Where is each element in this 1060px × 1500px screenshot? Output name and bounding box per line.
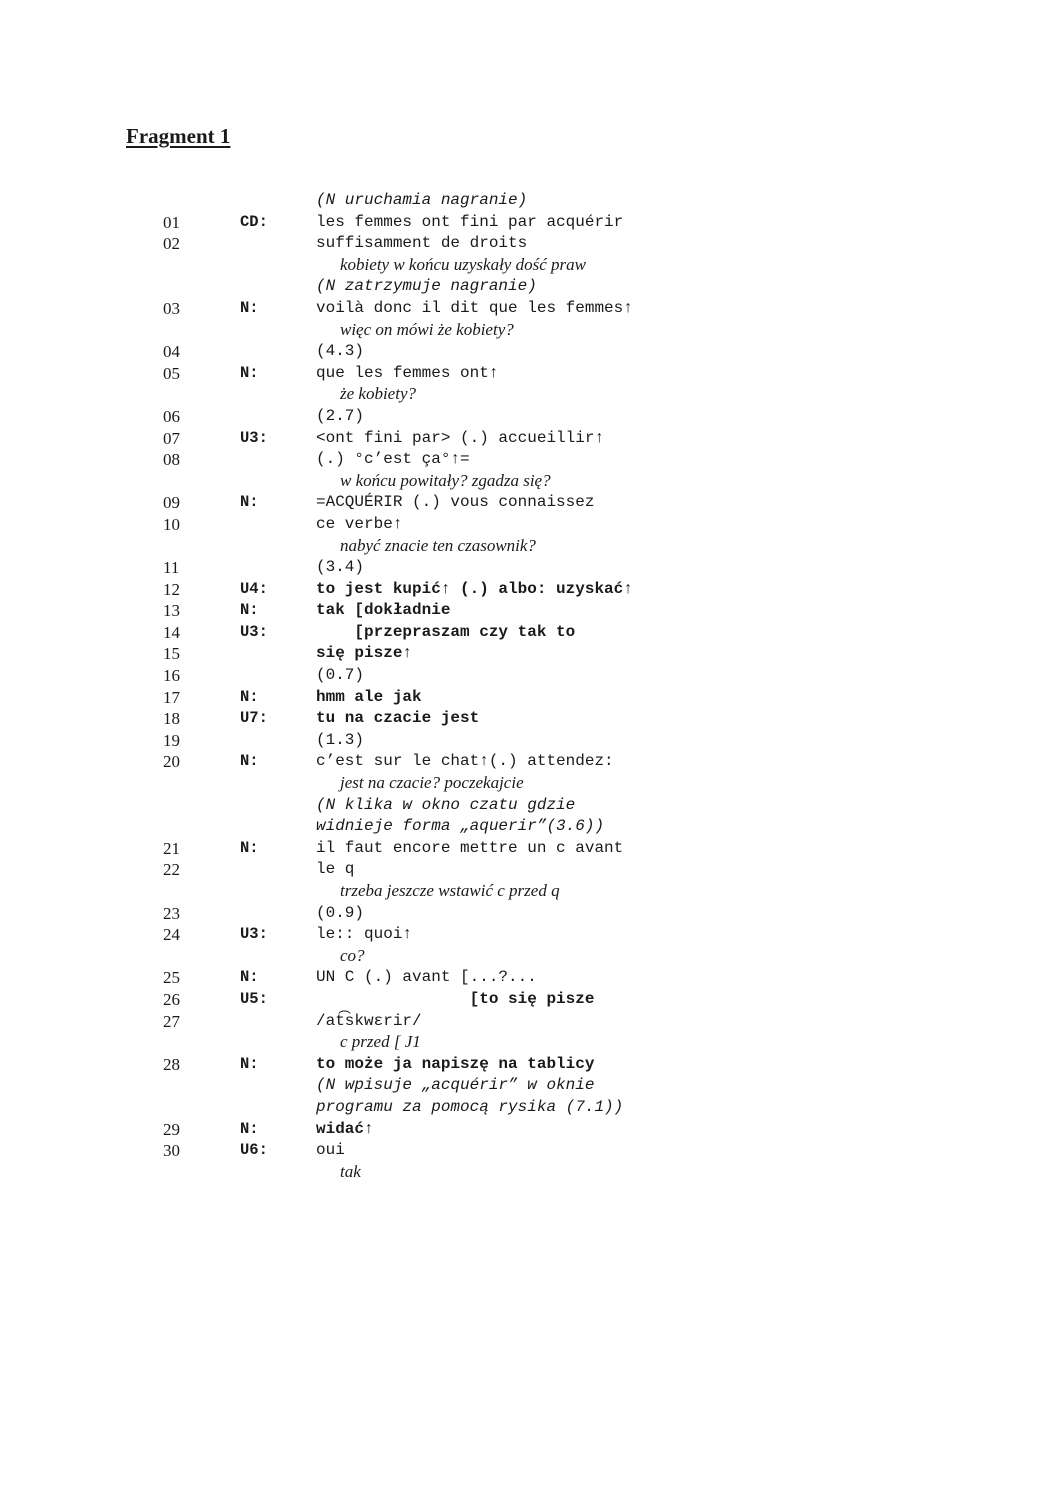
utterance-text: (0.7): [316, 666, 365, 685]
transcript-line: [0, 859, 1060, 881]
line-number: 23: [163, 903, 180, 923]
utterance-text: UN C (.) avant [...?...: [316, 968, 537, 987]
transcript-line: [0, 600, 1060, 622]
transcript-line: [0, 1097, 1060, 1119]
utterance-text-bold: [przepraszam czy tak to: [316, 622, 576, 641]
transcript-line: [0, 708, 1060, 730]
utterance-text: (.) °c’est ça°↑=: [316, 450, 470, 469]
transcript-line: [0, 816, 1060, 838]
transcript-line: [0, 428, 1060, 450]
utterance-text: =ACQUÉRIR (.) vous connaissez: [316, 493, 595, 512]
transcript-line: [0, 903, 1060, 925]
transcript-line: [0, 1032, 1060, 1054]
utterance-text: les femmes ont fini par acquérir: [316, 212, 624, 231]
line-number: 07: [163, 428, 180, 448]
line-number: 03: [163, 298, 180, 318]
action-annotation: programu za pomocą rysika (7.1)): [316, 1097, 624, 1116]
speaker-label: U3:: [240, 428, 268, 447]
utterance-text-bold: hmm ale jak: [316, 687, 422, 706]
line-number: 16: [163, 666, 180, 686]
utterance-text: il faut encore mettre un c avant: [316, 838, 624, 857]
line-number: 17: [163, 687, 180, 707]
transcript-line: [0, 1140, 1060, 1162]
transcript-line: [0, 514, 1060, 536]
line-number: 21: [163, 838, 180, 858]
utterance-text: (1.3): [316, 730, 365, 749]
utterance-text-bold: się pisze↑: [316, 644, 413, 663]
translation-text: jest na czacie? poczekajcie: [340, 773, 524, 793]
line-number: 06: [163, 406, 180, 426]
speaker-label: U5:: [240, 989, 268, 1008]
utterance-text: que les femmes ont↑: [316, 363, 499, 382]
line-number: 15: [163, 644, 180, 664]
action-annotation: (N klika w okno czatu gdzie: [316, 795, 576, 814]
line-number: 27: [163, 1011, 180, 1031]
utterance-text: voilà donc il dit que les femmes↑: [316, 298, 633, 317]
action-annotation: (N zatrzymuje nagranie): [316, 277, 537, 296]
transcript-line: [0, 1075, 1060, 1097]
utterance-text-bold: tu na czacie jest: [316, 709, 480, 728]
utterance-text: (0.9): [316, 903, 365, 922]
line-number: 11: [163, 558, 180, 578]
line-number: 14: [163, 622, 180, 642]
line-number: 18: [163, 709, 180, 729]
transcript-line: [0, 492, 1060, 514]
transcript-line: [0, 881, 1060, 903]
line-number: 30: [163, 1141, 180, 1161]
speaker-label: U6:: [240, 1141, 268, 1160]
transcript-line: [0, 341, 1060, 363]
line-number: 20: [163, 752, 180, 772]
line-number: 26: [163, 989, 180, 1009]
translation-text: trzeba jeszcze wstawić c przed q: [340, 881, 560, 900]
transcript-line: [0, 946, 1060, 968]
action-annotation: (N uruchamia nagranie): [316, 191, 528, 209]
transcript-line: [0, 1054, 1060, 1076]
speaker-label: U4:: [240, 579, 268, 598]
transcript-line: [0, 989, 1060, 1011]
translation-text: nabyć znacie ten czasownik?: [340, 535, 536, 555]
line-number: 09: [163, 493, 180, 513]
line-number: 05: [163, 363, 180, 383]
transcript: [0, 190, 1060, 1183]
utterance-text: ce verbe↑: [316, 514, 403, 533]
line-number: 08: [163, 450, 180, 470]
line-number: 22: [163, 860, 180, 880]
translation-text: kobiety w końcu uzyskały dość praw: [340, 254, 586, 274]
transcript-line: [0, 212, 1060, 234]
transcript-line: [0, 1119, 1060, 1141]
line-number: 28: [163, 1054, 180, 1074]
utterance-text: /at͡skwɛrir/: [316, 1011, 422, 1030]
speaker-label: CD:: [240, 212, 268, 231]
line-number: 12: [163, 579, 180, 599]
translation-text: tak: [340, 1161, 361, 1181]
transcript-line: [0, 255, 1060, 277]
speaker-label: N:: [240, 363, 259, 382]
transcript-line: [0, 471, 1060, 493]
utterance-text-bold: [to się pisze: [316, 989, 595, 1008]
transcript-line: [0, 730, 1060, 752]
transcript-line: [0, 838, 1060, 860]
speaker-label: N:: [240, 1119, 259, 1138]
speaker-label: N:: [240, 493, 259, 512]
transcript-line: [0, 579, 1060, 601]
transcript-line: [0, 665, 1060, 687]
transcript-line: [0, 924, 1060, 946]
transcript-line: [0, 384, 1060, 406]
utterance-text: (4.3): [316, 342, 365, 361]
transcript-line: [0, 1162, 1060, 1184]
transcript-line: [0, 320, 1060, 342]
transcript-line: [0, 276, 1060, 298]
transcript-line: [0, 190, 1060, 212]
transcript-line: [0, 298, 1060, 320]
speaker-label: N:: [240, 968, 259, 987]
line-number: 19: [163, 730, 180, 750]
utterance-text-bold: widać↑: [316, 1119, 374, 1138]
line-number: 25: [163, 968, 180, 988]
action-annotation: widnieje forma „aquerir”(3.6)): [316, 817, 605, 836]
utterance-text-bold: tak [dokładnie: [316, 601, 451, 620]
line-number: 24: [163, 925, 180, 945]
translation-text: że kobiety?: [340, 384, 416, 404]
translation-text: więc on mówi że kobiety?: [340, 319, 514, 339]
transcript-line: [0, 751, 1060, 773]
line-number: 01: [163, 212, 180, 232]
utterance-text: c’est sur le chat↑(.) attendez:: [316, 752, 614, 771]
speaker-label: N:: [240, 687, 259, 706]
speaker-label: U3:: [240, 925, 268, 944]
utterance-text: le:: quoi↑: [316, 925, 413, 944]
utterance-text-bold: to może ja napiszę na tablicy: [316, 1054, 595, 1073]
transcript-line: [0, 795, 1060, 817]
transcript-line: [0, 622, 1060, 644]
utterance-text: le q: [316, 860, 355, 879]
line-number: 04: [163, 342, 180, 362]
translation-text: co?: [340, 945, 365, 965]
transcript-line: [0, 406, 1060, 428]
line-number: 10: [163, 514, 180, 534]
transcript-line: [0, 557, 1060, 579]
speaker-label: U7:: [240, 709, 268, 728]
action-annotation: (N wpisuje „acquérir” w oknie: [316, 1076, 595, 1095]
fragment-heading: Fragment 1: [126, 124, 231, 148]
transcript-line: [0, 1011, 1060, 1033]
utterance-text: suffisamment de droits: [316, 234, 528, 253]
transcript-line: [0, 773, 1060, 795]
speaker-label: N:: [240, 752, 259, 771]
utterance-text: (3.4): [316, 558, 365, 577]
utterance-text: oui: [316, 1141, 345, 1160]
speaker-label: N:: [240, 601, 259, 620]
transcript-line: [0, 967, 1060, 989]
utterance-text: <ont fini par> (.) accueillir↑: [316, 428, 605, 447]
translation-text: w końcu powitały? zgadza się?: [340, 470, 551, 490]
line-number: 13: [163, 601, 180, 621]
transcript-line: [0, 449, 1060, 471]
speaker-label: N:: [240, 838, 259, 857]
line-number: 02: [163, 234, 180, 254]
utterance-text-bold: to jest kupić↑ (.) albo: uzyskać↑: [316, 579, 633, 598]
utterance-text: (2.7): [316, 406, 365, 425]
speaker-label: N:: [240, 1054, 259, 1073]
translation-text: c przed [ J1: [340, 1032, 421, 1052]
transcript-line: [0, 363, 1060, 385]
transcript-line: [0, 643, 1060, 665]
line-number: 29: [163, 1119, 180, 1139]
speaker-label: U3:: [240, 622, 268, 641]
speaker-label: N:: [240, 298, 259, 317]
transcript-line: [0, 536, 1060, 558]
transcript-line: [0, 233, 1060, 255]
transcript-line: [0, 687, 1060, 709]
